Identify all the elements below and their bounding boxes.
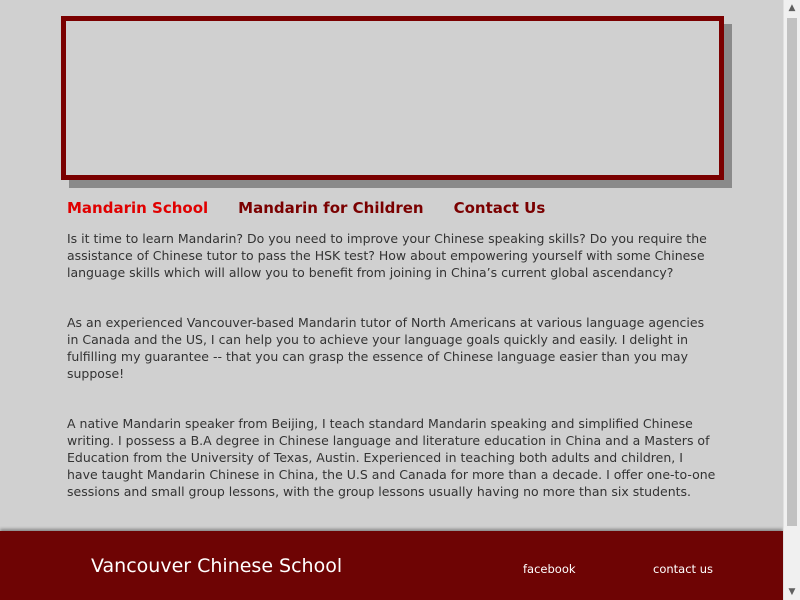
experience-paragraph: As an experienced Vancouver-based Mandarin tutor of North Americans at various language agencies in Canada and the US, I can help you to achieve your language goals quickly and easily. I delight in fulfilling my guarantee -- that you can grasp the essence of Chinese language easier than you may suppose!	[67, 315, 705, 381]
header-banner	[61, 16, 724, 180]
facebook-link[interactable]: facebook	[523, 562, 576, 576]
footer	[0, 531, 783, 600]
contact-us-link[interactable]: contact us	[653, 562, 713, 576]
nav-item-mandarin-for-children[interactable]: Mandarin for Children	[238, 199, 424, 217]
scrollbar-thumb[interactable]	[787, 18, 797, 526]
footer-title: Vancouver Chinese School	[91, 555, 343, 577]
background-paragraph: A native Mandarin speaker from Beijing, I teach standard Mandarin speaking and simplified Chinese writing. I possess a B.A degree in Chinese language and literature education in China and a Masters of Education from the University of Texas, Austin. Experienced in teaching both adults and children, I have taught Mandarin Chinese in China, the U.S and Canada for more than a decade. I offer one-to-one sessions and small group lessons, with the group lessons usually having no more than six students.	[67, 416, 716, 499]
intro-paragraph: Is it time to learn Mandarin? Do you need to improve your Chinese speaking skills? Do you require the assistance of Chinese tutor to pass the HSK test? How about empowering yourself with some Chinese language skills which will allow you to benefit from joining in China’s current global ascendancy?	[67, 231, 707, 280]
nav-item-contact-us[interactable]: Contact Us	[453, 199, 546, 217]
vertical-scrollbar[interactable]	[783, 0, 800, 600]
main-nav	[67, 199, 545, 217]
nav-item-mandarin-school[interactable]: Mandarin School	[67, 199, 209, 217]
chevron-down-icon[interactable]: ▼	[788, 587, 796, 597]
chevron-up-icon[interactable]: ▲	[788, 3, 796, 13]
